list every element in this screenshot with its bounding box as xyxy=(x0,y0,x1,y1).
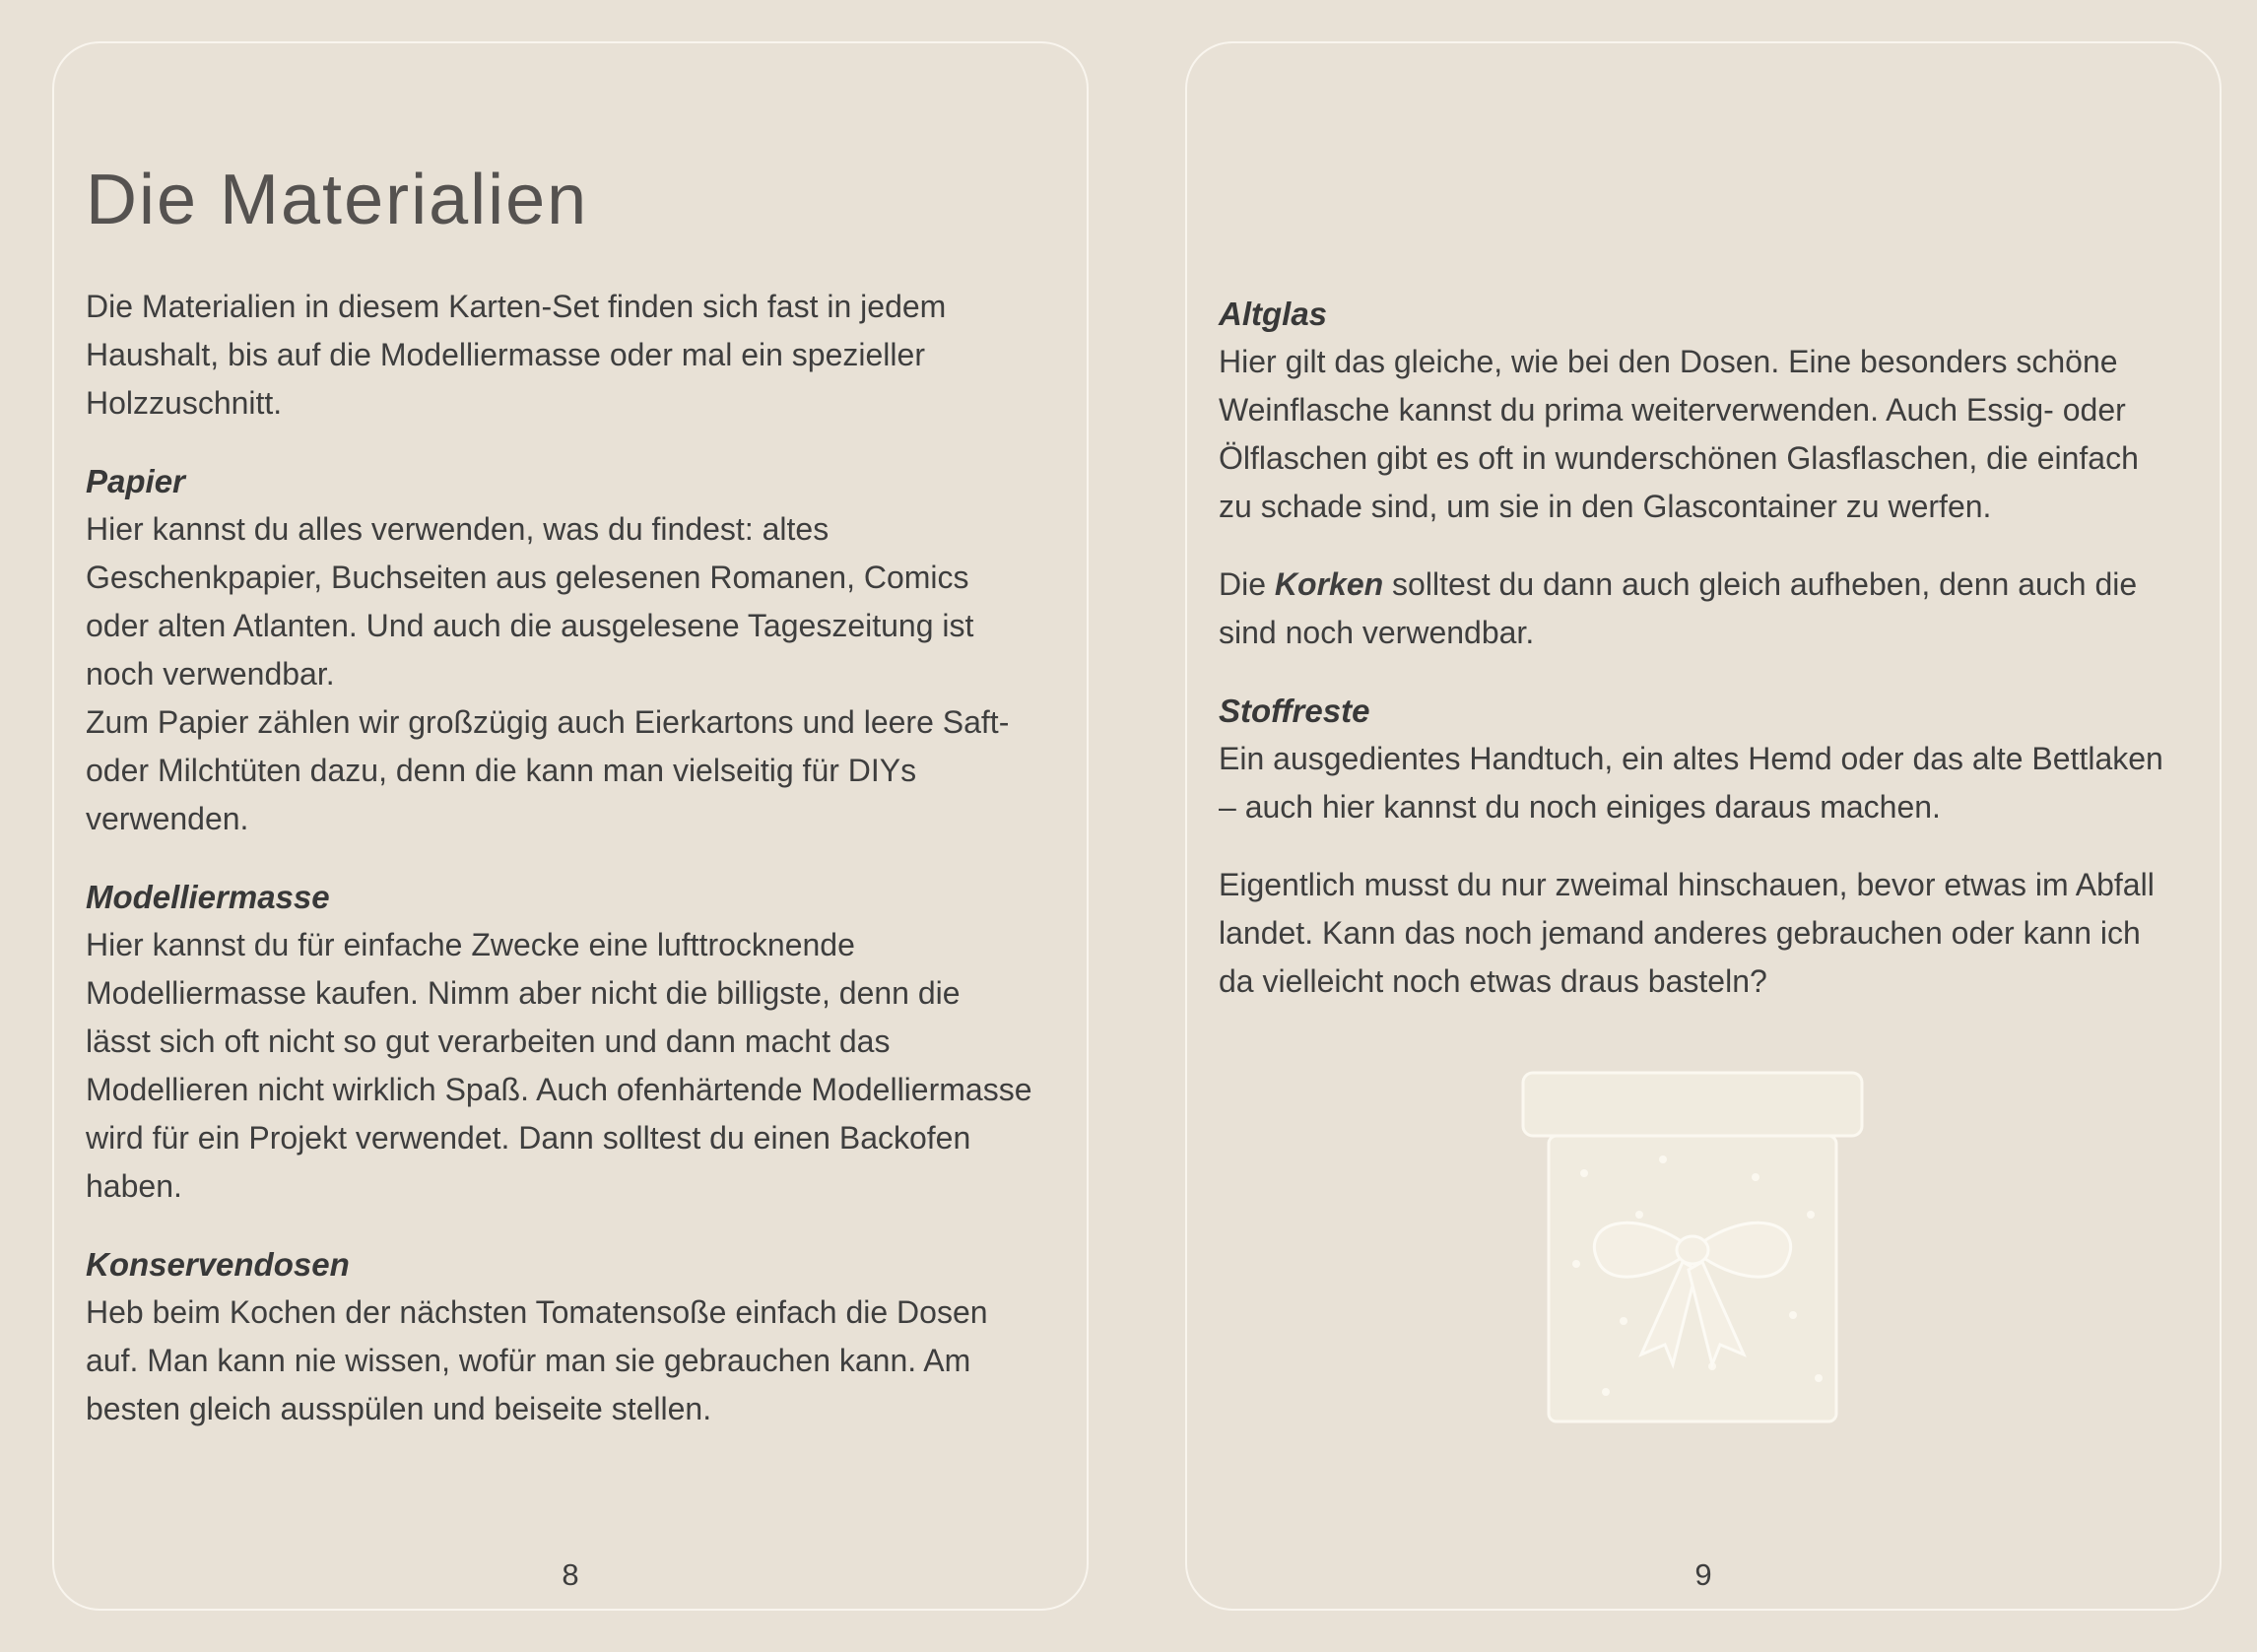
section-paragraph: Ein ausgedientes Handtuch, ein altes Hemd oder das alte Bettlaken – auch hier kannst du noch einiges daraus machen. xyxy=(1219,741,2163,825)
page-number-right: 9 xyxy=(1694,1557,1712,1592)
section-heading-konservendosen: Konservendosen xyxy=(86,1246,350,1284)
korken-paragraph xyxy=(1219,561,2166,657)
page-right-content xyxy=(1219,43,2166,1433)
intro-paragraph: Die Materialien in diesem Karten-Set finden sich fast in jedem Haushalt, bis auf die Modelliermasse oder mal ein spezieller Holzzuschnitt. xyxy=(86,289,947,422)
section-paragraph: Hier kannst du alles verwenden, was du findest: altes Geschenkpapier, Buchseiten aus gelesenen Romanen, Comics oder alten Atlanten. Und auch die ausgelesene Tageszeitung ist noch verwendbar. xyxy=(86,511,974,693)
page-number-left: 8 xyxy=(562,1557,579,1592)
korken-suffix: solltest du dann auch gleich aufheben, denn auch die sind noch verwendbar. xyxy=(1219,566,2138,650)
gift-illustration-container xyxy=(1219,1067,2166,1433)
section-heading-altglas: Altglas xyxy=(1219,296,1328,332)
section-heading-stoffreste: Stoffreste xyxy=(1219,693,1370,729)
korken-bold-word: Korken xyxy=(1274,566,1384,602)
korken-prefix: Die xyxy=(1219,566,1275,602)
section-heading-modelliermasse: Modelliermasse xyxy=(86,879,330,916)
page-left-content xyxy=(86,43,1033,1463)
closing-paragraph: Eigentlich musst du nur zweimal hinschauen, bevor etwas im Abfall landet. Kann das noch jemand anderes gebrauchen oder kann ich da vielleicht noch etwas draus basteln? xyxy=(1219,867,2155,999)
section-paragraph: Hier kannst du für einfache Zwecke eine lufttrocknende Modelliermasse kaufen. Nimm aber nicht die billigste, denn die lässt sich oft nicht so gut verarbeiten und dann macht das Modellieren nicht wirklich Spaß. Auch ofenhärtende Modelliermasse wird für ein Projekt verwendet. Dann solltest du einen Backofen haben. xyxy=(86,927,1032,1205)
section-heading-papier: Papier xyxy=(86,463,185,500)
section-paragraph: Zum Papier zählen wir großzügig auch Eierkartons und leere Saft- oder Milchtüten dazu, denn die kann man vielseitig für DIYs verwenden. xyxy=(86,704,1010,837)
page-right-card xyxy=(1185,41,2222,1611)
section-paragraph: Heb beim Kochen der nächsten Tomatensoße einfach die Dosen auf. Man kann nie wissen, wofür man sie gebrauchen kann. Am besten gleich ausspülen und beiseite stellen. xyxy=(86,1294,988,1427)
section-paragraph: Hier gilt das gleiche, wie bei den Dosen. Eine besonders schöne Weinflasche kannst du prima weiterverwenden. Auch Essig- oder Ölflaschen gibt es oft in wunderschönen Glasflaschen, die einfach zu schade sind, um sie in den Glascontainer zu werfen. xyxy=(1219,344,2139,524)
page-title: Die Materialien xyxy=(86,161,589,239)
gift-box-icon xyxy=(1515,1067,1870,1433)
page-left-card xyxy=(52,41,1089,1611)
